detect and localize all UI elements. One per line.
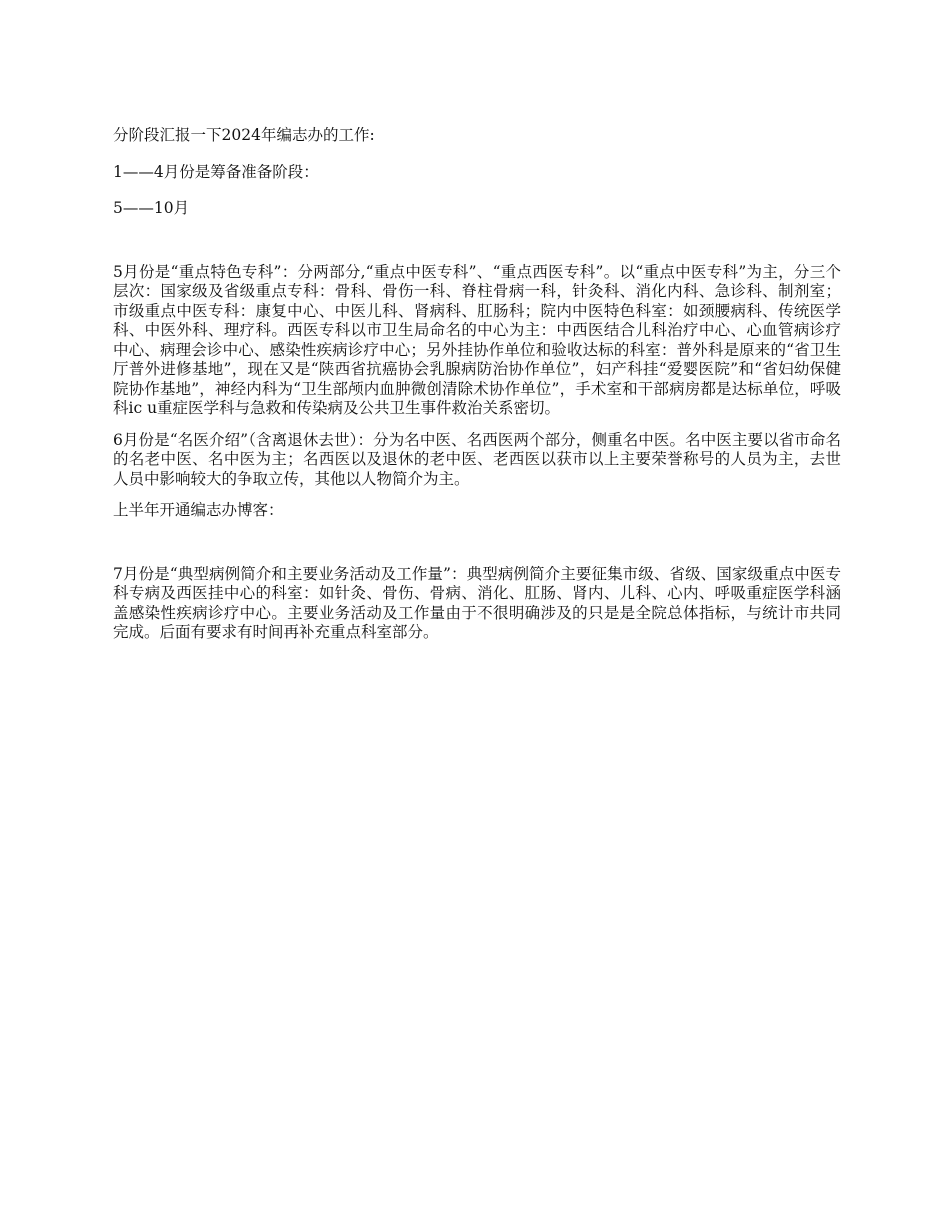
july-cases-paragraph: 7月份是“典型病例简介和主要业务活动及工作量”：典型病例简介主要征集市级、省级、国家级重点中医专科专病及西医挂中心的科室：如针灸、骨伤、骨病、消化、肛肠、肾内、儿科、心内、呼吸重症医学科涵盖感染性疾病诊疗中心。主要业务活动及工作量由于不很明确涉及的只是是全院总体指标，与统计市共同完成。后面有要求有时间再补充重点科室部分。 <box>113 564 841 641</box>
stage-5-10-line: 5——10月 <box>113 199 190 217</box>
blog-line: 上半年开通编志办博客： <box>113 501 284 519</box>
intro-line: 分阶段汇报一下2024年编志办的工作: <box>113 126 375 144</box>
may-specialties-paragraph: 5月份是“重点特色专科”：分两部分,“重点中医专科”、“重点西医专科”。以“重点中医专科”为主，分三个层次：国家级及省级重点专科：骨科、骨伤一科、脊柱骨病一科，针灸科、消化内科、急诊科、制剂室；市级重点中医专科：康复中心、中医儿科、肾病科、肛肠科；院内中医特色科室：如颈腰病科、传统医学科、中医外科、理疗科。西医专科以市卫生局命名的中心为主：中西医结合儿科治疗中心、心血管病诊疗中心、病理会诊中心、感染性疾病诊疗中心；另外挂协作单位和验收达标的科室：普外科是原来的“省卫生厅普外进修基地”，现在又是“陕西省抗癌协会乳腺病防治协作单位”，妇产科挂“爱婴医院”和“省妇幼保健院协作基地”，神经内科为“卫生部颅内血肿微创清除术协作单位”，手术室和干部病房都是达标单位，呼吸科ic u重症医学科与急救和传染病及公共卫生事件救治关系密切。 <box>113 262 841 417</box>
june-famous-doctors-paragraph: 6月份是“名医介绍”（含离退休去世）：分为名中医、名西医两个部分，侧重名中医。名中医主要以省市命名的名老中医、名中医为主；名西医以及退休的老中医、老西医以获市以上主要荣誉称号的人员为主，去世人员中影响较大的争取立传，其他以人物简介为主。 <box>113 430 841 488</box>
document-body <box>113 126 841 643</box>
stage-1-4-line: 1——4月份是筹备准备阶段： <box>113 162 319 181</box>
